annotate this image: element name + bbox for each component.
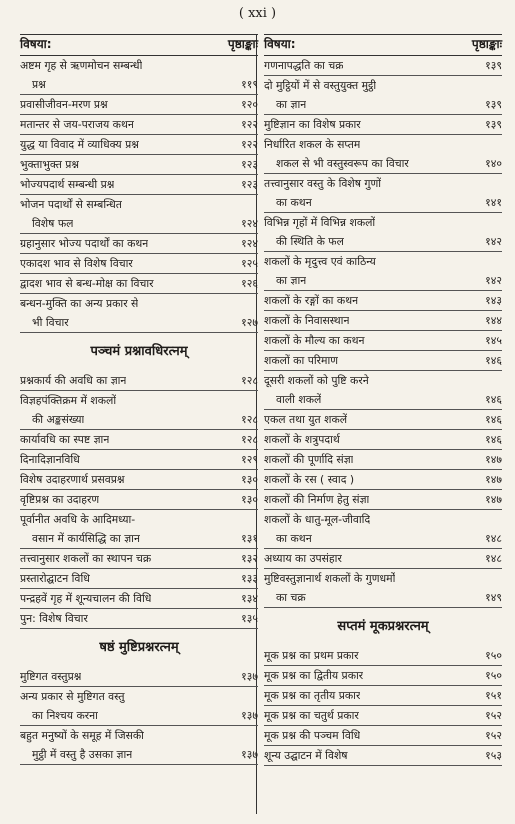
toc-entry-line (264, 154, 502, 173)
entry-page-number: १४६ (485, 354, 502, 367)
toc-entry-line (20, 490, 258, 509)
toc-entry-line (264, 686, 502, 705)
entry-title: शकलों के शत्रुपदार्थ (264, 433, 340, 446)
toc-entry-line (20, 234, 258, 253)
entry-page-number: १२२ (241, 118, 258, 131)
entry-title: मूक प्रश्न का तृतीय प्रकार (264, 689, 361, 702)
toc-body (20, 56, 258, 765)
entry-page-number: १५१ (485, 689, 502, 702)
entry-title: की स्थिति के फल (276, 235, 344, 248)
toc-entry-line (20, 135, 258, 154)
toc-entry (20, 687, 258, 726)
entry-page-number: १३७ (241, 709, 258, 722)
toc-entry (20, 430, 258, 450)
toc-left-column (20, 34, 258, 765)
entry-page-number: १३७ (241, 670, 258, 683)
entry-page-number: १४७ (485, 453, 502, 466)
toc-entry (264, 686, 502, 706)
toc-entry (20, 549, 258, 569)
toc-entry-line (264, 56, 502, 75)
toc-entry (20, 155, 258, 175)
toc-entry (20, 195, 258, 234)
toc-entry (264, 470, 502, 490)
entry-page-number: १३९ (485, 59, 502, 72)
toc-entry (20, 254, 258, 274)
toc-entry-line (20, 175, 258, 194)
entry-page-number: १४९ (485, 591, 502, 604)
toc-entry (264, 331, 502, 351)
entry-page-number: १४६ (485, 413, 502, 426)
entry-title: शकलों के रङ्गों का कथन (264, 294, 359, 307)
toc-entry-line (20, 294, 258, 313)
entry-page-number: १२९ (241, 453, 258, 466)
entry-title: मूक प्रश्न का प्रथम प्रकार (264, 649, 359, 662)
toc-entry-line (264, 351, 502, 370)
toc-entry-line (20, 549, 258, 568)
entry-page-number: १३९ (485, 118, 502, 131)
entry-page-number: १४४ (485, 314, 502, 327)
entry-title: विशेष उदाहरणार्थ प्रसवप्रश्न (20, 473, 125, 486)
toc-entry (264, 646, 502, 666)
entry-title: विभिन्न गृहों में विभिन्न शकलों (264, 216, 376, 229)
toc-entry-line (264, 646, 502, 665)
toc-entry-line (20, 391, 258, 410)
toc-entry-line (264, 430, 502, 449)
toc-entry-line (264, 291, 502, 310)
toc-entry (264, 746, 502, 766)
entry-page-number: १३२ (241, 552, 258, 565)
toc-entry-line (20, 254, 258, 273)
toc-entry-line (264, 193, 502, 212)
entry-title: पन्द्रहवें गृह में शून्यचालन की विधि (20, 592, 152, 605)
entry-page-number: १२८ (241, 413, 258, 426)
entry-page-number: १५२ (485, 729, 502, 742)
entry-title: का कथन (276, 196, 312, 209)
toc-entry (20, 56, 258, 95)
entry-page-number: १४८ (485, 552, 502, 565)
toc-entry-line (20, 450, 258, 469)
entry-title: वसान में कार्यसिद्धि का ज्ञान (32, 532, 140, 545)
toc-entry-line (264, 746, 502, 765)
entry-title: शकलों के मृदुत्त्व एवं काठिन्य (264, 255, 376, 268)
toc-entry-line (264, 252, 502, 271)
entry-title: प्रस्तारोद्घाटन विधि (20, 572, 90, 585)
toc-entry-line (264, 390, 502, 409)
toc-entry (264, 76, 502, 115)
entry-title: गणनापद्धति का चक्र (264, 59, 344, 72)
toc-entry (264, 726, 502, 746)
toc-entry (264, 213, 502, 252)
entry-page-number: १३४ (241, 592, 258, 605)
toc-entry-line (264, 371, 502, 390)
entry-title: भी विचार (32, 316, 69, 329)
toc-entry-line (264, 115, 502, 134)
entry-title: निर्धारित शकल के सप्तम (264, 138, 361, 151)
toc-entry-line (264, 529, 502, 548)
entry-title: प्रश्नकार्य की अवधि का ज्ञान (20, 374, 127, 387)
entry-title: वृष्टिप्रश्न का उदाहरण (20, 493, 100, 506)
entry-page-number: १४२ (485, 274, 502, 287)
toc-entry-line (264, 331, 502, 350)
entry-title: अन्य प्रकार से मुष्टिगत वस्तु (20, 690, 125, 703)
toc-entry-line (20, 470, 258, 489)
entry-page-number: १२४ (241, 217, 258, 230)
toc-entry-line (20, 510, 258, 529)
toc-entry-line (264, 470, 502, 489)
entry-page-number: १५२ (485, 709, 502, 722)
entry-page-number: १२५ (241, 257, 258, 270)
toc-entry (264, 490, 502, 510)
header-subject: विषया: (20, 37, 52, 51)
toc-entry-line (20, 115, 258, 134)
entry-title: दो मुट्ठियों में से वस्तुयुक्त मुट्ठी (264, 79, 377, 92)
toc-entry-line (20, 589, 258, 608)
entry-page-number: १२२ (241, 138, 258, 151)
toc-entry-line (264, 232, 502, 251)
toc-entry-line (264, 588, 502, 607)
entry-page-number: १३० (241, 473, 258, 486)
entry-title: मूक प्रश्न का चतुर्थ प्रकार (264, 709, 359, 722)
entry-title: शकलों की पूर्णादि संज्ञा (264, 453, 354, 466)
header-page: पृष्ठाङ्काः (227, 37, 258, 51)
entry-title: का चक्र (276, 591, 306, 604)
entry-title: ग्रहानुसार भोज्य पदार्थों का कथन (20, 237, 149, 250)
entry-page-number: १३३ (241, 572, 258, 585)
entry-title: मूक प्रश्न का द्वितीय प्रकार (264, 669, 364, 682)
toc-entry (20, 391, 258, 430)
toc-entry (264, 450, 502, 470)
entry-title: मूक प्रश्न की पञ्चम विधि (264, 729, 361, 742)
entry-page-number: १२४ (241, 237, 258, 250)
toc-entry (264, 135, 502, 174)
toc-entry (264, 410, 502, 430)
toc-entry-line (264, 706, 502, 725)
entry-title: का निश्चय करना (32, 709, 98, 722)
section-heading: पञ्चमं प्रश्नावधिरत्नम् (90, 344, 188, 359)
toc-entry (20, 609, 258, 629)
entry-title: दिनादिज्ञानविधि (20, 453, 80, 466)
toc-entry-line (264, 311, 502, 330)
toc-entry (264, 510, 502, 549)
toc-entry (20, 450, 258, 470)
entry-page-number: १३९ (485, 98, 502, 111)
entry-page-number: १२६ (241, 277, 258, 290)
toc-entry (20, 510, 258, 549)
entry-title: शकलों के निवासस्थान (264, 314, 350, 327)
toc-entry-line (20, 410, 258, 429)
toc-entry (264, 252, 502, 291)
toc-entry-line (20, 726, 258, 745)
entry-title: मुष्टिवस्तुज्ञानार्थ शकलों के गुणधर्मों (264, 572, 396, 585)
entry-page-number: १४६ (485, 433, 502, 446)
toc-entry (264, 351, 502, 371)
toc-entry-line (20, 95, 258, 114)
toc-entry-line (264, 510, 502, 529)
entry-page-number: १४२ (485, 235, 502, 248)
section-heading: सप्तमं मूकप्रश्नरत्नम् (337, 619, 429, 634)
toc-entry (20, 371, 258, 391)
entry-title: विशेष फल (32, 217, 74, 230)
toc-entry-line (20, 214, 258, 233)
toc-entry-line (264, 726, 502, 745)
entry-title: भोजन पदार्थों से सम्बन्धित (20, 198, 122, 211)
toc-entry (264, 430, 502, 450)
toc-entry (20, 589, 258, 609)
entry-title: द्वादश भाव से बन्ध-मोक्ष का विचार (20, 277, 154, 290)
entry-title: मतान्तर से जय-पराजय कथन (20, 118, 134, 131)
entry-title: दूसरी शकलों को पुष्टि करने (264, 374, 369, 387)
toc-header (264, 34, 502, 56)
toc-entry-line (20, 667, 258, 686)
section-heading: षष्ठं मुष्टिप्रश्नरत्नम् (99, 640, 179, 655)
toc-entry (20, 175, 258, 195)
entry-title: मुष्टिज्ञान का विशेष प्रकार (264, 118, 361, 131)
entry-title: मुट्ठी में वस्तु है उसका ज्ञान (32, 748, 133, 761)
toc-entry-line (264, 410, 502, 429)
entry-page-number: १५३ (485, 749, 502, 762)
toc-entry (20, 569, 258, 589)
entry-page-number: १२८ (241, 374, 258, 387)
toc-entry (20, 95, 258, 115)
toc-entry-line (20, 569, 258, 588)
entry-page-number: १३५ (241, 612, 258, 625)
entry-title: पूर्वानीत अवधि के आदिमध्या- (20, 513, 136, 526)
toc-entry (264, 115, 502, 135)
toc-entry-line (264, 213, 502, 232)
entry-page-number: ११९ (241, 78, 258, 91)
toc-entry (20, 726, 258, 765)
entry-title: कार्यावधि का स्पष्ट ज्ञान (20, 433, 110, 446)
toc-entry (20, 490, 258, 510)
entry-page-number: १२० (241, 98, 258, 111)
entry-page-number: १४७ (485, 473, 502, 486)
entry-title: का कथन (276, 532, 312, 545)
entry-title: तत्त्वानुसार शकलों का स्थापन चक्र (20, 552, 152, 565)
toc-entry-line (20, 155, 258, 174)
toc-entry (20, 135, 258, 155)
entry-title: तत्त्वानुसार वस्तु के विशेष गुणों (264, 177, 382, 190)
entry-title: का ज्ञान (276, 274, 307, 287)
toc-entry (264, 56, 502, 76)
toc-entry-line (264, 135, 502, 154)
toc-entry (20, 667, 258, 687)
toc-entry (264, 174, 502, 213)
entry-title: पुन: विशेष विचार (20, 612, 88, 625)
toc-body (264, 56, 502, 766)
toc-entry-line (264, 549, 502, 568)
toc-entry-line (20, 56, 258, 75)
entry-page-number: १४० (485, 157, 502, 170)
entry-page-number: १४६ (485, 393, 502, 406)
toc-entry (20, 234, 258, 254)
entry-page-number: १२३ (241, 158, 258, 171)
toc-entry (264, 371, 502, 410)
toc-entry (264, 311, 502, 331)
header-subject: विषया: (264, 37, 296, 51)
entry-title: शून्य उद्घाटन में विशेष (264, 749, 348, 762)
toc-entry (264, 666, 502, 686)
entry-title: एकल तथा युत शकलें (264, 413, 348, 426)
entry-title: अध्याय का उपसंहार (264, 552, 342, 565)
toc-entry (20, 274, 258, 294)
entry-title: शकलों के रस ( स्वाद ) (264, 473, 355, 486)
entry-page-number: १४५ (485, 334, 502, 347)
toc-entry-line (264, 666, 502, 685)
entry-page-number: १२७ (241, 316, 258, 329)
toc-entry-line (20, 609, 258, 628)
entry-title: वाली शकलें (276, 393, 322, 406)
toc-entry-line (20, 75, 258, 94)
entry-title: एकादश भाव से विशेष विचार (20, 257, 133, 270)
entry-title: युद्ध या विवाद में व्याधिक्य प्रश्न (20, 138, 139, 151)
entry-title: शकलों के मौल्य का कथन (264, 334, 365, 347)
entry-page-number: १३० (241, 493, 258, 506)
toc-entry-line (20, 274, 258, 293)
toc-entry-line (264, 271, 502, 290)
toc-entry-line (20, 706, 258, 725)
entry-page-number: १५० (485, 669, 502, 682)
toc-entry-line (264, 76, 502, 95)
entry-page-number: १३७ (241, 748, 258, 761)
entry-title: बहुत मनुष्यों के समूह में जिसकी (20, 729, 144, 742)
entry-page-number: १३१ (241, 532, 258, 545)
toc-entry (20, 294, 258, 333)
toc-entry (20, 470, 258, 490)
toc-entry (264, 706, 502, 726)
entry-title: बन्धन-मुक्ति का अन्य प्रकार से (20, 297, 139, 310)
toc-entry-line (20, 195, 258, 214)
entry-title: मुष्टिगत वस्तुप्रश्न (20, 670, 82, 683)
entry-title: की अङ्कसंख्या (32, 413, 85, 426)
header-page: पृष्ठाङ्काः (471, 37, 502, 51)
toc-entry-line (264, 174, 502, 193)
entry-title: भोज्यपदार्थ सम्बन्धी प्रश्न (20, 178, 115, 191)
entry-page-number: १२८ (241, 433, 258, 446)
entry-title: शकलों की निर्माण हेतु संज्ञा (264, 493, 370, 506)
entry-page-number: १२३ (241, 178, 258, 191)
toc-right-column (264, 34, 502, 766)
toc-entry-line (264, 569, 502, 588)
entry-page-number: १४७ (485, 493, 502, 506)
toc-entry-line (20, 313, 258, 332)
toc-entry-line (20, 430, 258, 449)
entry-page-number: १५० (485, 649, 502, 662)
entry-title: भुक्ताभुक्त प्रश्न (20, 158, 80, 171)
entry-title: का ज्ञान (276, 98, 307, 111)
entry-title: प्रवासीजीवन-मरण प्रश्न (20, 98, 108, 111)
toc-entry (264, 291, 502, 311)
toc-entry (264, 569, 502, 608)
toc-entry-line (264, 450, 502, 469)
entry-title: शकलों के धातु-मूल-जीवादि (264, 513, 371, 526)
toc-entry (264, 549, 502, 569)
toc-entry-line (20, 371, 258, 390)
entry-page-number: १४३ (485, 294, 502, 307)
entry-title: प्रश्न (32, 78, 46, 91)
entry-title: अष्टम गृह से ऋणमोचन सम्बन्धी (20, 59, 143, 72)
page-number: ( xxi ) (238, 6, 277, 21)
toc-entry-line (20, 687, 258, 706)
toc-entry-line (264, 490, 502, 509)
entry-title: विज्ञहपंक्तिक्रम में शकलों (20, 394, 117, 407)
toc-entry-line (264, 95, 502, 114)
toc-entry (20, 115, 258, 135)
entry-title: शकलों का परिमाण (264, 354, 339, 367)
entry-title: शकल से भी वस्तुस्वरूप का विचार (276, 157, 409, 170)
entry-page-number: १४८ (485, 532, 502, 545)
entry-page-number: १४१ (485, 196, 502, 209)
toc-entry-line (20, 529, 258, 548)
toc-entry-line (20, 745, 258, 764)
toc-header (20, 34, 258, 56)
